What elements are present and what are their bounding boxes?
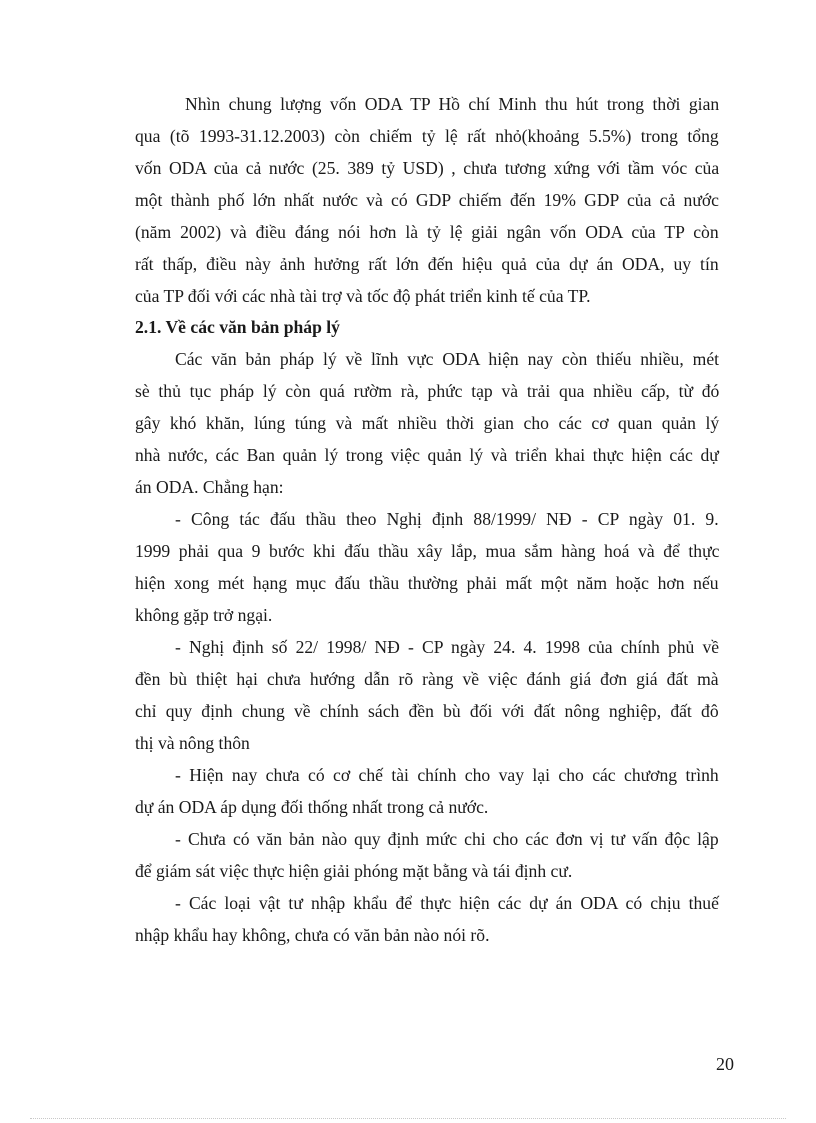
text-line: vốn ODA của cả nước (25. 389 tỷ USD) , chưa tương xứng với tầm vóc của <box>135 158 720 178</box>
paragraph-intro <box>135 88 719 312</box>
text-line: qua (tõ 1993-31.12.2003) còn chiếm tỷ lệ rất nhỏ(khoảng 5.5%) trong tổng <box>135 126 719 146</box>
text-line: để giám sát việc thực hiện giải phóng mặt bằng và tái định cư. <box>135 861 573 881</box>
page-number: 20 <box>716 1054 734 1074</box>
text-line: nhập khẩu hay không, chưa có văn bản nào nói rõ. <box>135 925 490 945</box>
text-line: (năm 2002) và điều đáng nói hơn là tỷ lệ giải ngân vốn ODA của TP còn <box>135 222 719 242</box>
section-heading: 2.1. Về các văn bản pháp lý <box>135 317 340 337</box>
text-line: dự án ODA áp dụng đối thống nhất trong cả nước. <box>135 797 489 817</box>
text-line: - Công tác đấu thầu theo Nghị định 88/1999/ NĐ - CP ngày 01. 9. <box>175 509 719 529</box>
text-line: nhà nước, các Ban quản lý trong việc quản lý và triển khai thực hiện các dự <box>135 445 719 465</box>
paragraph-legal <box>135 343 719 503</box>
text-line: rất thấp, điều này ảnh hưởng rất lớn đến hiệu quả của dự án ODA, uy tín <box>135 254 719 274</box>
bullet-consulting-fees <box>135 823 719 887</box>
text-line: - Các loại vật tư nhập khẩu để thực hiện các dự án ODA có chịu thuế <box>175 893 719 913</box>
text-line: Nhìn chung lượng vốn ODA TP Hồ chí Minh thu hút trong thời gian <box>185 94 720 114</box>
text-line: chỉ quy định chung về chính sách đền bù đối với đất nông nghiệp, đất đô <box>135 701 719 721</box>
bullet-import-tax <box>135 887 719 951</box>
text-line: một thành phố lớn nhất nước và có GDP chiếm đến 19% GDP của cả nước <box>135 190 719 210</box>
document-page <box>135 88 719 951</box>
bullet-bidding <box>135 503 719 631</box>
text-line: - Hiện nay chưa có cơ chế tài chính cho vay lại cho các chương trình <box>175 765 719 785</box>
text-line: không gặp trở ngại. <box>135 605 273 625</box>
text-line: 1999 phải qua 9 bước khi đấu thầu xây lắp, mua sắm hàng hoá và để thực <box>135 541 720 561</box>
bullet-financial-mechanism <box>135 759 719 823</box>
text-line: - Chưa có văn bản nào quy định mức chi cho các đơn vị tư vấn độc lập <box>175 829 719 849</box>
text-line: - Nghị định số 22/ 1998/ NĐ - CP ngày 24. 4. 1998 của chính phủ về <box>175 637 720 657</box>
text-line: của TP đối với các nhà tài trợ và tốc độ phát triển kinh tế của TP. <box>135 286 591 306</box>
text-line: Các văn bản pháp lý về lĩnh vực ODA hiện nay còn thiếu nhiều, mét <box>175 349 720 369</box>
text-line: sè thủ tục pháp lý còn quá rườm rà, phức tạp và trải qua nhiều cấp, từ đó <box>135 381 720 401</box>
bullet-compensation <box>135 631 719 759</box>
text-line: án ODA. Chẳng hạn: <box>135 477 284 497</box>
text-line: hiện xong mét hạng mục đấu thầu thường phải mất một năm hoặc hơn nếu <box>135 573 719 593</box>
page-bottom-divider <box>30 1118 786 1119</box>
text-line: đền bù thiệt hại chưa hướng dẫn rõ ràng về việc đánh giá đơn giá đất mà <box>135 669 719 689</box>
text-line: gây khó khăn, lúng túng và mất nhiều thời gian cho các cơ quan quản lý <box>135 413 720 433</box>
text-line: thị và nông thôn <box>135 733 250 753</box>
